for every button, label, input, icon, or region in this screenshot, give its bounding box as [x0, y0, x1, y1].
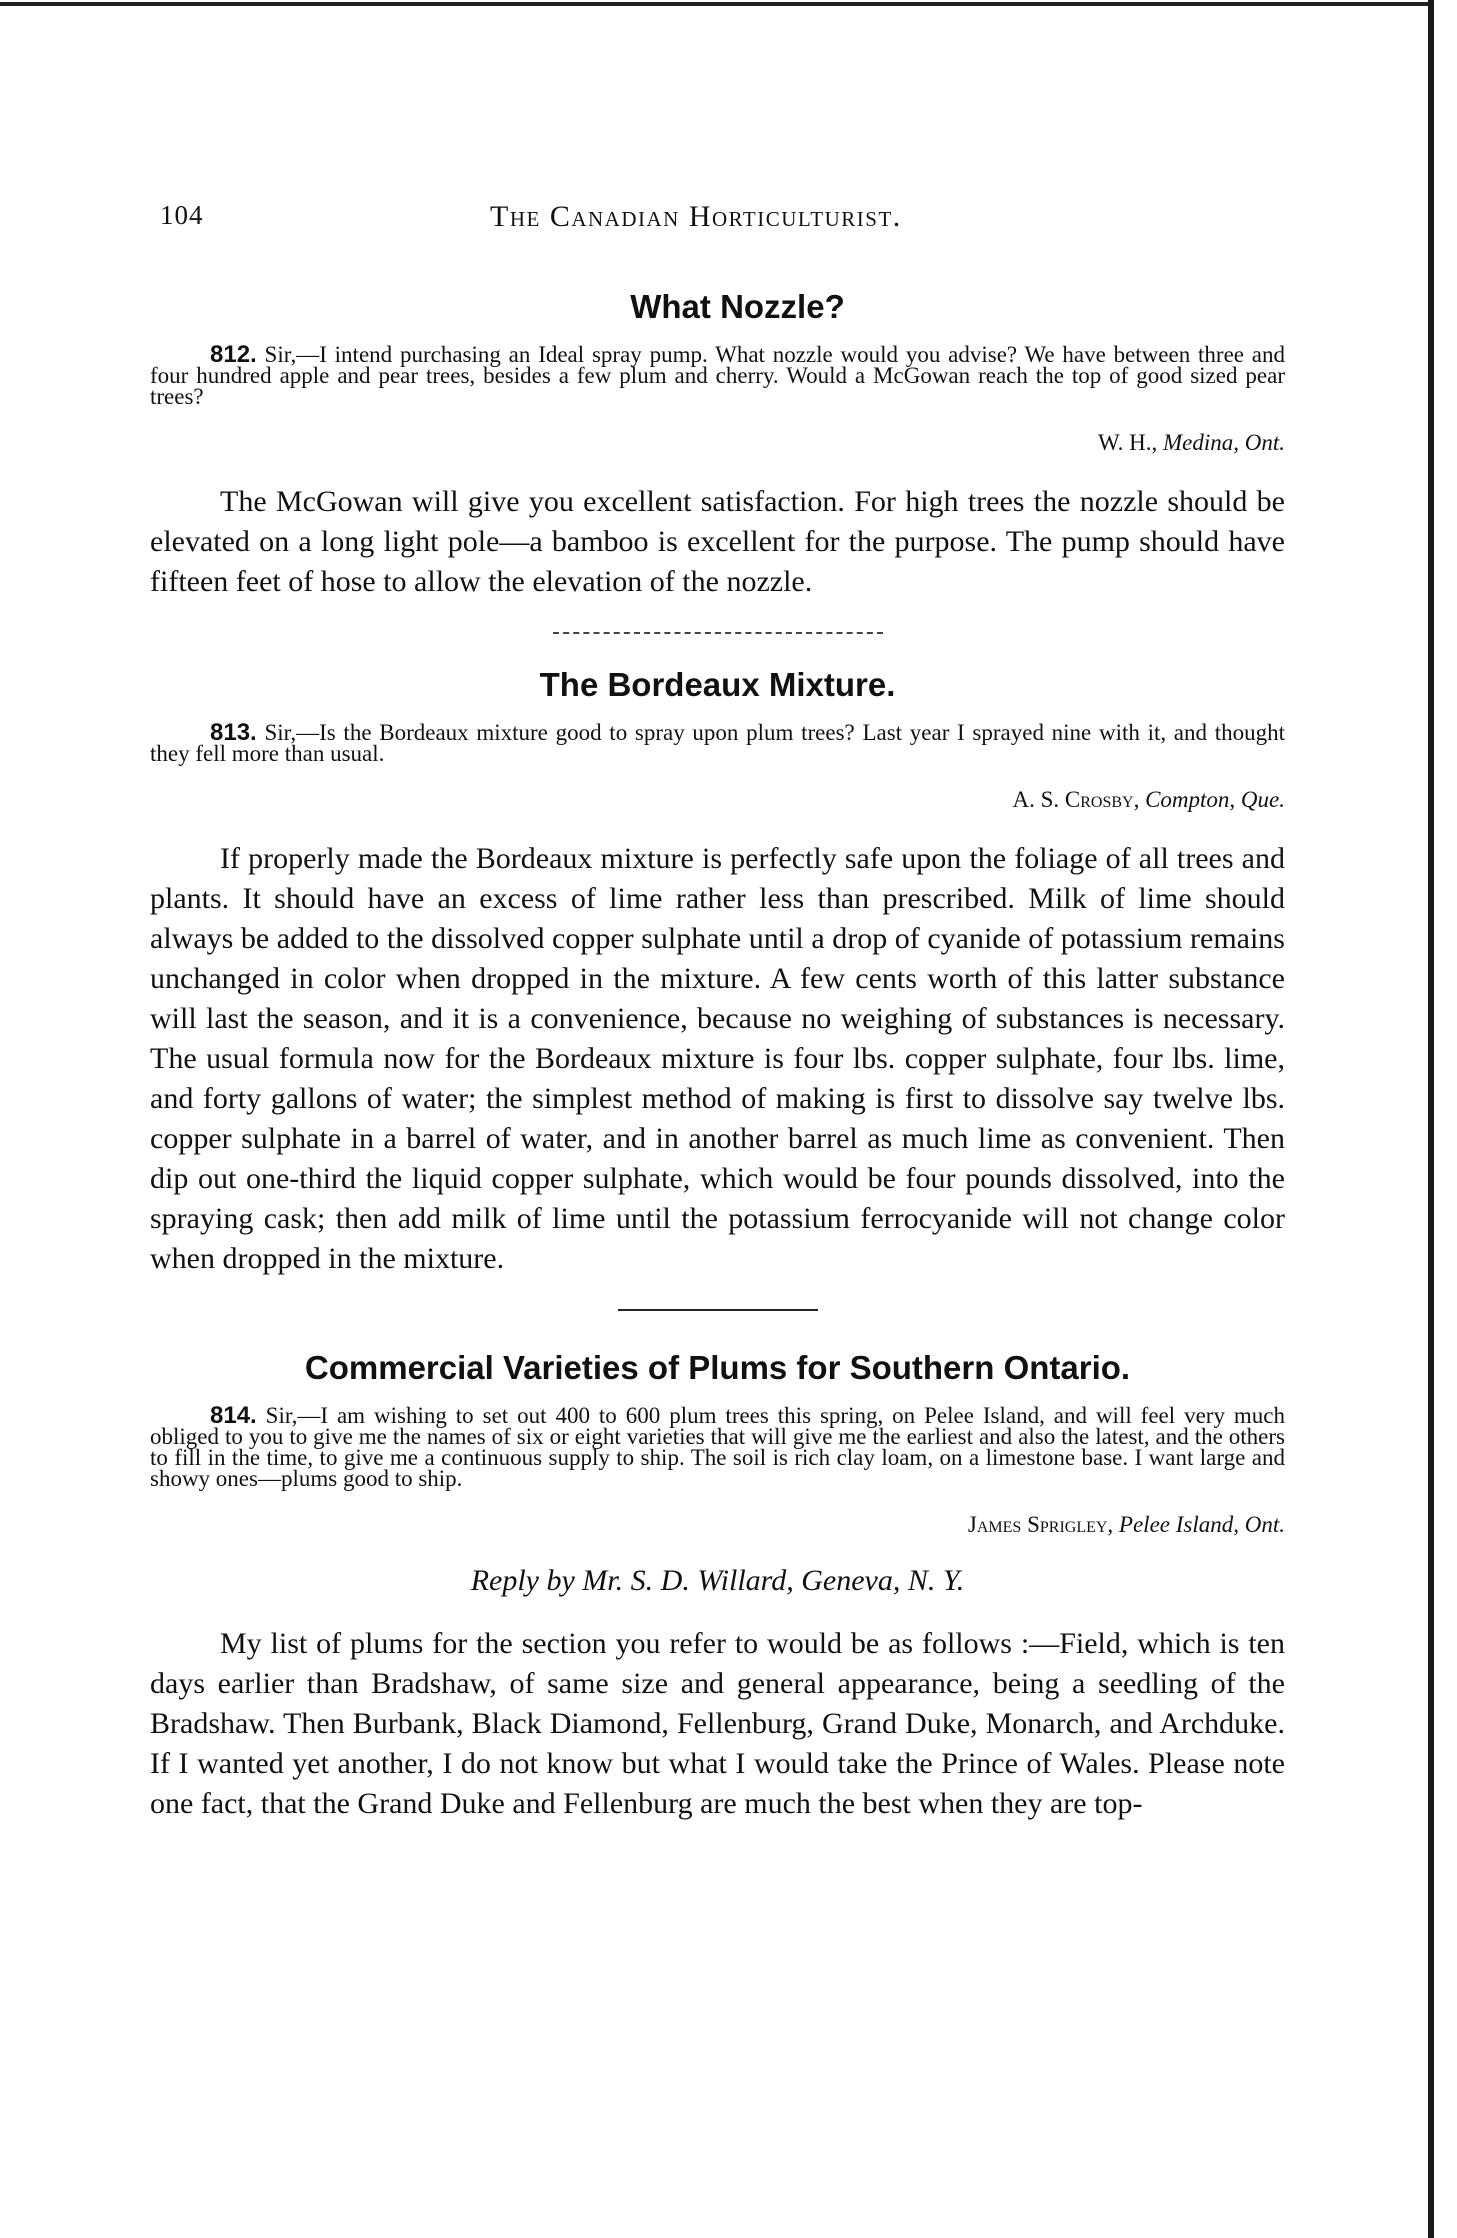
question-814 — [150, 1349, 1285, 1824]
question-814-answer: My list of plums for the section you refer to would be as follows :—Field, which is ten days earlier than Bradshaw, of same size and general appearance, being a seedling of the Bradshaw. Then Burbank, Black Diamond, Fellenburg, Grand Duke, Monarch, and Archduke. If I wanted yet another, I do not know but what I would take the Prince of Wales. Please note one fact, that the Grand Duke and Fellenburg are much the best when they are top- — [150, 1627, 1285, 1820]
page-number: 104 — [160, 200, 204, 230]
question-812-signature-name: W. H., — [1098, 430, 1158, 455]
question-814-letter — [150, 1402, 1285, 1491]
question-814-signature-place: Pelee Island, Ont. — [1118, 1512, 1285, 1537]
question-812-title: What Nozzle? — [630, 288, 845, 325]
question-812-letter — [150, 341, 1286, 409]
question-812-signature-place: Medina, Ont. — [1162, 430, 1285, 455]
question-813-signature-name: A. S. Crosby, — [1012, 787, 1140, 812]
question-814-number: 814. — [210, 1402, 257, 1429]
running-head — [150, 200, 1285, 240]
top-border-rule — [0, 2, 1430, 6]
question-813-letter-text: Sir,—Is the Bordeaux mixture good to spray upon plum trees? Last year I sprayed nine with it, and thought they fell more than usual. — [150, 720, 1285, 766]
section-divider-solid — [618, 1309, 818, 1311]
right-border-rule — [1428, 0, 1434, 2238]
question-812 — [150, 288, 1285, 636]
section-divider-dashed — [553, 632, 883, 636]
question-813-signature — [150, 787, 1285, 813]
question-812-number: 812. — [210, 341, 257, 368]
question-813-signature-place: Compton, Que. — [1145, 787, 1285, 812]
question-814-signature — [150, 1512, 1285, 1538]
page-content — [150, 200, 1285, 1854]
question-814-reply-by: Reply by Mr. S. D. Willard, Geneva, N. Y. — [470, 1564, 965, 1597]
question-813-number: 813. — [210, 719, 257, 746]
question-812-signature — [150, 430, 1285, 456]
question-814-title: Commercial Varieties of Plums for Southern Ontario. — [304, 1349, 1131, 1386]
question-813-letter — [150, 719, 1285, 766]
question-814-signature-name: James Sprigley, — [967, 1512, 1114, 1537]
question-814-letter-text: Sir,—I am wishing to set out 400 to 600 plum trees this spring, on Pelee Island, and will feel very much obliged to you to give me the names of six or eight varieties that will give me the earliest and also the latest, and the others to fill in the time, to give me a continuous supply to ship. The soil is rich clay loam, on a limestone base. I want large and showy ones—plums good to ship. — [150, 1403, 1285, 1491]
question-813-title: The Bordeaux Mixture. — [539, 666, 896, 703]
question-812-answer: The McGowan will give you excellent satisfaction. For high trees the nozzle should be elevated on a long light pole—a bamboo is excellent for the purpose. The pump should have fifteen feet of hose to allow the elevation of the nozzle. — [150, 485, 1285, 598]
question-813 — [150, 666, 1285, 1311]
question-813-answer: If properly made the Bordeaux mixture is perfectly safe upon the foliage of all trees and plants. It should have an excess of lime rather less than prescribed. Milk of lime should always be added to the dissolved copper sulphate until a drop of cyanide of potassium remains unchanged in color when dropped in the mixture. A few cents worth of this latter substance will last the season, and it is a convenience, because no weighing of substances is necessary. The usual formula now for the Bordeaux mixture is four lbs. copper sulphate, four lbs. lime, and forty gallons of water; the simplest method of making is first to dissolve say twelve lbs. copper sulphate in a barrel of water, and in another barrel as much lime as convenient. Then dip out one-third the liquid copper sulphate, which would be four pounds dissolved, into the spraying cask; then add milk of lime until the potassium ferrocyanide will not change color when dropped in the mixture. — [150, 842, 1285, 1275]
question-812-letter-text: Sir,—I intend purchasing an Ideal spray pump. What nozzle would you advise? We have between three and four hundred apple and pear trees, besides a few plum and cherry. Would a McGowan reach the top of good sized pear trees? — [150, 342, 1286, 409]
journal-title: The Canadian Horticulturist. — [490, 200, 902, 233]
